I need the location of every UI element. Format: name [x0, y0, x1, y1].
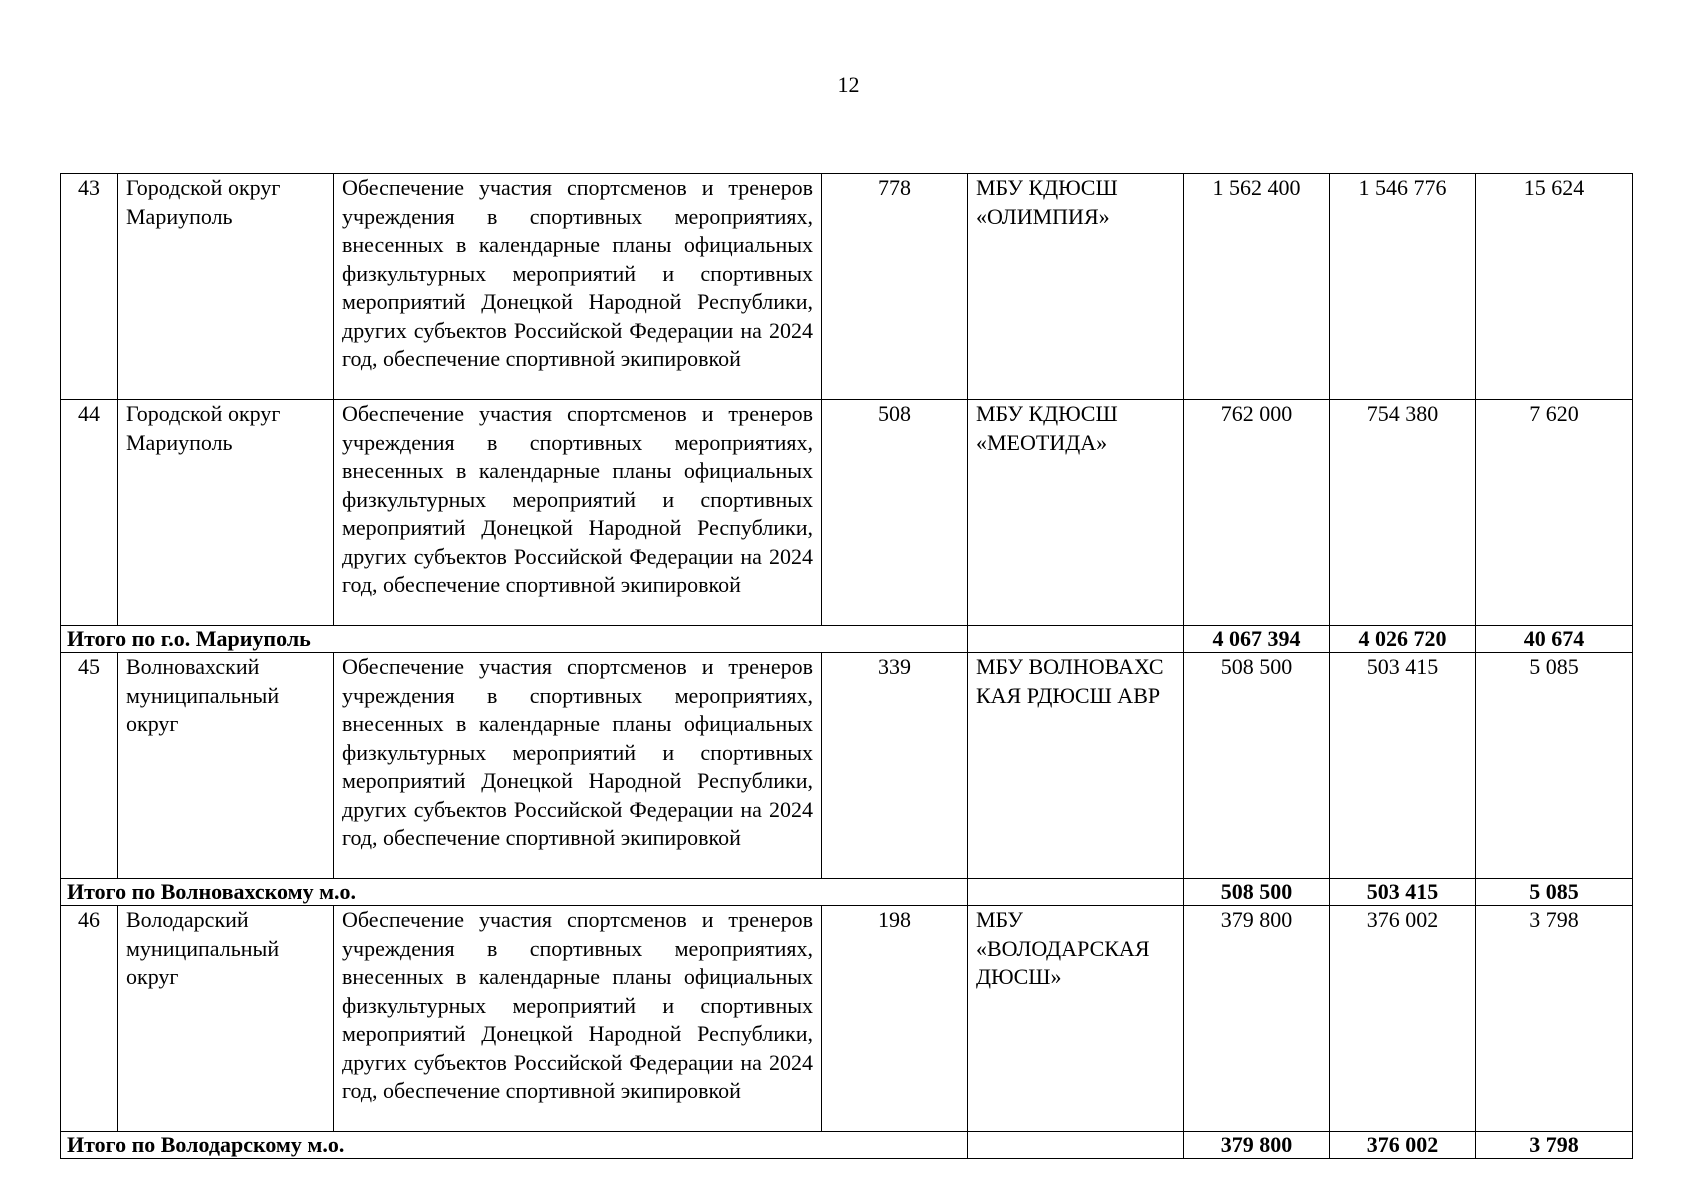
- description-text: Обеспечение участия спортсменов и тренеров учреждения в спортивных мероприятиях, внесенных в календарные планы официальных физкультурных мероприятий и спортивных мероприятий Донецкой Народной Республики, других субъектов Российской Федерации на 2024 год, обеспечение спортивной экипировкой: [342, 401, 813, 597]
- row-number: 44: [61, 400, 118, 626]
- total-amount-cell: 379 800: [1184, 906, 1330, 1132]
- subtotal-empty-cell: [968, 1132, 1184, 1159]
- code-cell: 339: [822, 653, 968, 879]
- subtotal-amount-3-cell: 3 798: [1476, 1132, 1633, 1159]
- description-text: Обеспечение участия спортсменов и тренеров учреждения в спортивных мероприятиях, внесенных в календарные планы официальных физкультурных мероприятий и спортивных мероприятий Донецкой Народной Республики, других субъектов Российской Федерации на 2024 год, обеспечение спортивной экипировкой: [342, 175, 813, 371]
- page-number: 12: [837, 72, 860, 97]
- subtotal-empty-cell: [968, 626, 1184, 653]
- amount-2-cell: 754 380: [1330, 400, 1476, 626]
- subtotal-row: [61, 626, 1633, 653]
- amount-2-cell: 376 002: [1330, 906, 1476, 1132]
- amount-3-cell: 15 624: [1476, 174, 1633, 400]
- allocation-table: [60, 173, 1633, 1159]
- table-row: [61, 400, 1633, 626]
- amount-2-cell: 1 546 776: [1330, 174, 1476, 400]
- subtotal-label: Итого по Волновахскому м.о.: [61, 879, 968, 906]
- total-amount-cell: 508 500: [1184, 653, 1330, 879]
- subtotal-row: [61, 1132, 1633, 1159]
- organization-cell: МБУ КДЮСШ «ОЛИМПИЯ»: [968, 174, 1184, 400]
- amount-3-cell: 3 798: [1476, 906, 1633, 1132]
- description-text: Обеспечение участия спортсменов и тренеров учреждения в спортивных мероприятиях, внесенных в календарные планы официальных физкультурных мероприятий и спортивных мероприятий Донецкой Народной Республики, других субъектов Российской Федерации на 2024 год, обеспечение спортивной экипировкой: [342, 654, 813, 850]
- municipality-cell: Городской округ Мариуполь: [118, 400, 334, 626]
- description-cell: [334, 653, 822, 879]
- subtotal-amount-2-cell: 376 002: [1330, 1132, 1476, 1159]
- total-amount-cell: 1 562 400: [1184, 174, 1330, 400]
- organization-cell: МБУ ВОЛНОВАХС КАЯ РДЮСШ АВР: [968, 653, 1184, 879]
- description-text: Обеспечение участия спортсменов и тренеров учреждения в спортивных мероприятиях, внесенных в календарные планы официальных физкультурных мероприятий и спортивных мероприятий Донецкой Народной Республики, других субъектов Российской Федерации на 2024 год, обеспечение спортивной экипировкой: [342, 907, 813, 1103]
- subtotal-row: [61, 879, 1633, 906]
- subtotal-amount-2-cell: 503 415: [1330, 879, 1476, 906]
- municipality-cell: Володарский муниципальный округ: [118, 906, 334, 1132]
- row-number: 45: [61, 653, 118, 879]
- table-row: [61, 174, 1633, 400]
- row-number: 43: [61, 174, 118, 400]
- amount-3-cell: 7 620: [1476, 400, 1633, 626]
- subtotal-total-cell: 508 500: [1184, 879, 1330, 906]
- municipality-cell: Волновахский муниципальный округ: [118, 653, 334, 879]
- municipality-cell: Городской округ Мариуполь: [118, 174, 334, 400]
- subtotal-amount-3-cell: 5 085: [1476, 879, 1633, 906]
- subtotal-label: Итого по Володарскому м.о.: [61, 1132, 968, 1159]
- subtotal-amount-2-cell: 4 026 720: [1330, 626, 1476, 653]
- subtotal-total-cell: 4 067 394: [1184, 626, 1330, 653]
- code-cell: 778: [822, 174, 968, 400]
- table-row: [61, 906, 1633, 1132]
- code-cell: 508: [822, 400, 968, 626]
- amount-3-cell: 5 085: [1476, 653, 1633, 879]
- organization-cell: МБУ «ВОЛОДАРСКАЯ ДЮСШ»: [968, 906, 1184, 1132]
- code-cell: 198: [822, 906, 968, 1132]
- subtotal-amount-3-cell: 40 674: [1476, 626, 1633, 653]
- row-number: 46: [61, 906, 118, 1132]
- amount-2-cell: 503 415: [1330, 653, 1476, 879]
- subtotal-empty-cell: [968, 879, 1184, 906]
- description-cell: [334, 400, 822, 626]
- description-cell: [334, 906, 822, 1132]
- organization-cell: МБУ КДЮСШ «МЕОТИДА»: [968, 400, 1184, 626]
- subtotal-total-cell: 379 800: [1184, 1132, 1330, 1159]
- total-amount-cell: 762 000: [1184, 400, 1330, 626]
- table-row: [61, 653, 1633, 879]
- subtotal-label: Итого по г.о. Мариуполь: [61, 626, 968, 653]
- description-cell: [334, 174, 822, 400]
